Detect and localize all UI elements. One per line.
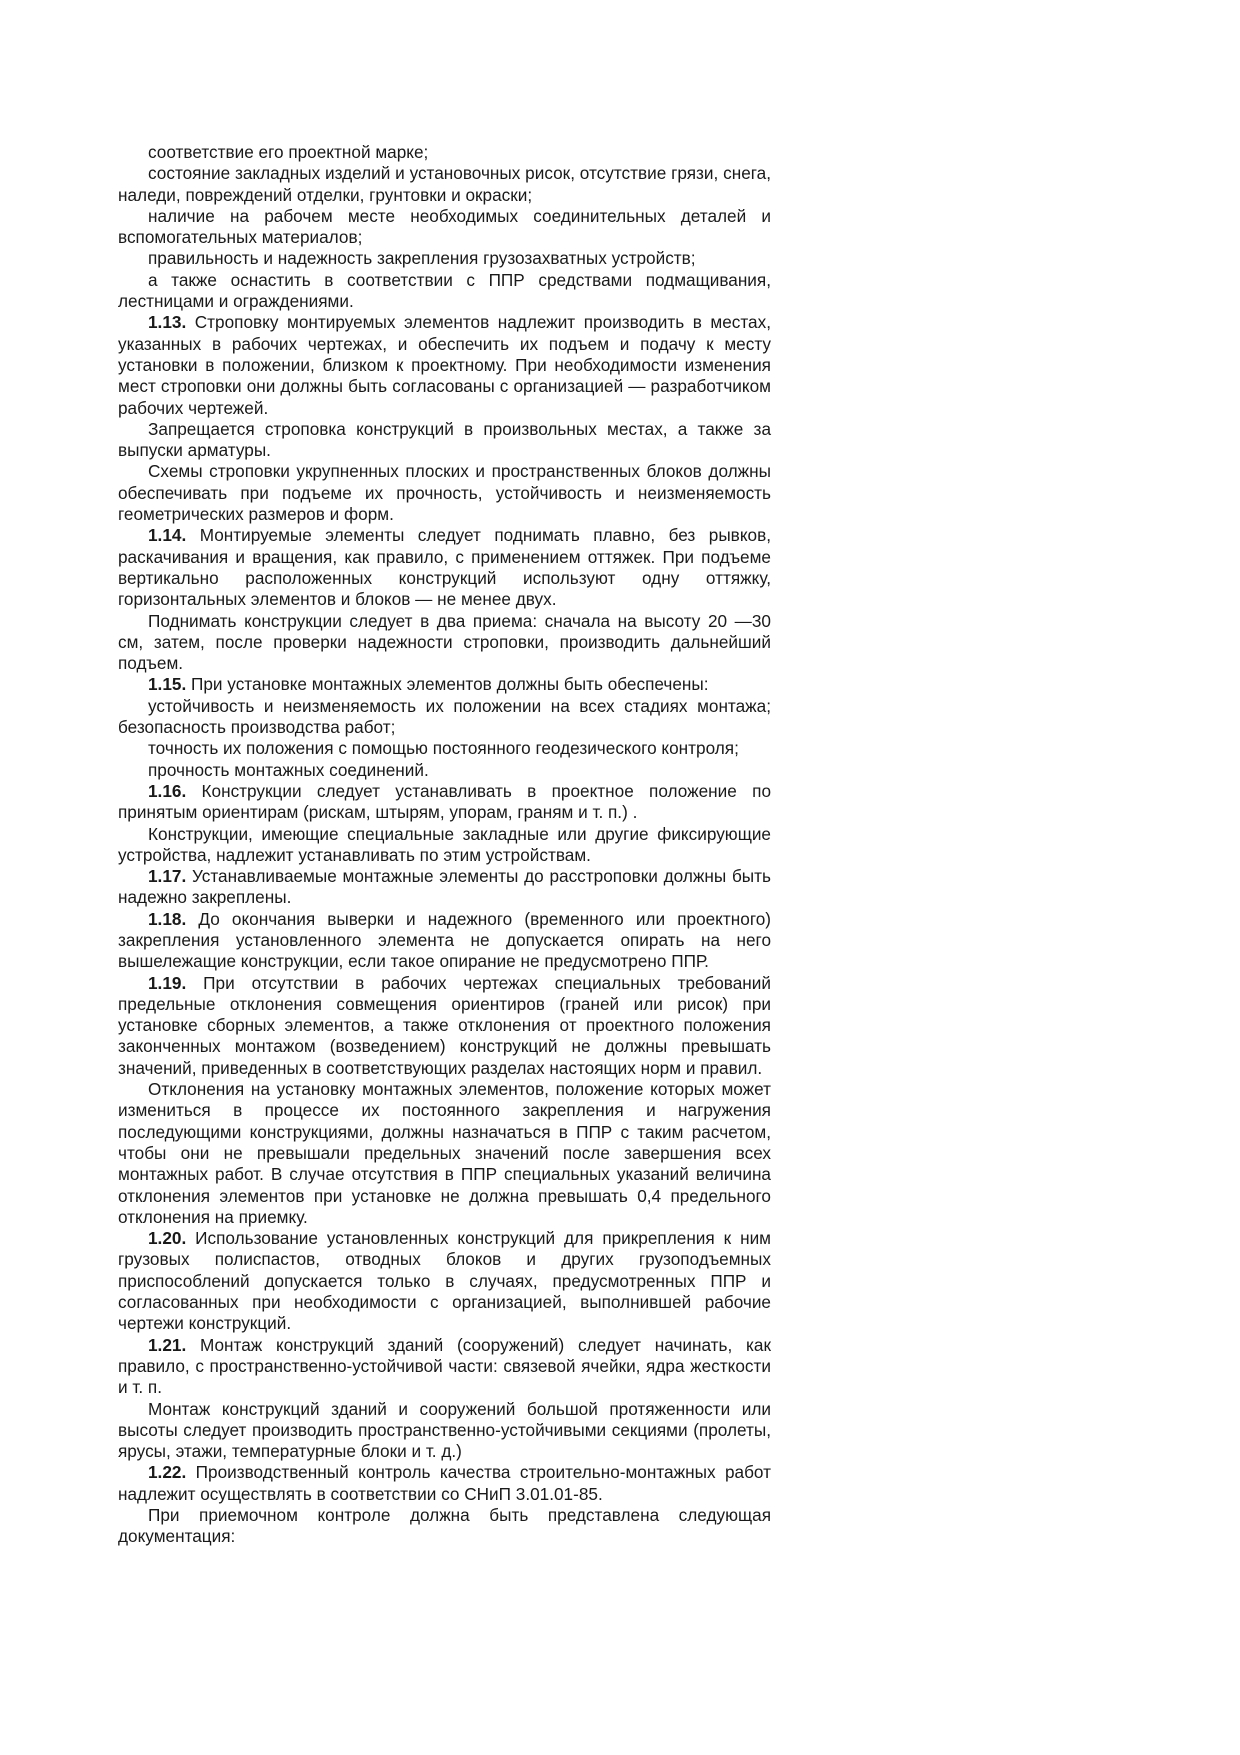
clause-number: 1.22. [148, 1462, 187, 1483]
paragraph [118, 163, 771, 206]
paragraph-text: При установке монтажных элементов должны быть обеспечены: [186, 674, 709, 695]
paragraph-text: точность их положения с помощью постоянного геодезического контроля; [148, 738, 739, 759]
paragraph-text: наличие на рабочем месте необходимых соединительных деталей и вспомогательных материалов; [118, 205, 771, 248]
paragraph [118, 909, 771, 973]
paragraph-text: а также оснастить в соответствии с ППР средствами подмащивания, лестницами и ограждениями. [118, 269, 771, 312]
paragraph [118, 738, 771, 759]
paragraph [118, 696, 771, 739]
document-page [118, 142, 771, 1548]
paragraph [118, 461, 771, 525]
paragraph-text: Конструкции следует устанавливать в проектное положение по принятым ориентирам (рискам, штырям, упорам, граням и т. п.) . [118, 780, 771, 823]
paragraph-text: Производственный контроль качества строительно-монтажных работ надлежит осуществлять в соответствии со СНиП 3.01.01-85. [118, 1462, 771, 1504]
clause-number: 1.14. [148, 525, 187, 546]
paragraph-text: правильность и надежность закрепления грузозахватных устройств; [148, 248, 696, 269]
clause-number: 1.20. [148, 1228, 187, 1249]
paragraph-text: До окончания выверки и надежного (временного или проектного) закрепления установленного элемента не допускается опирать на него вышележащие конструкции, если такое опирание не предусмотрено ППР. [118, 908, 771, 972]
paragraph-text: Схемы строповки укрупненных плоских и пространственных блоков должны обеспечивать при подъеме их прочность, устойчивость и неизменяемость геометрических размеров и форм. [118, 461, 771, 525]
paragraph [118, 674, 771, 695]
paragraph [118, 525, 771, 610]
paragraph [118, 142, 771, 163]
clause-number: 1.17. [148, 866, 187, 887]
paragraph-text: Монтаж конструкций зданий (сооружений) следует начинать, как правило, с пространственно-устойчивой части: связевой ячейки, ядра жесткости и т. п. [118, 1334, 771, 1398]
paragraph-text: При приемочном контроле должна быть представлена следующая документация: [118, 1505, 771, 1547]
clause-number: 1.18. [148, 908, 187, 929]
paragraph [118, 781, 771, 824]
paragraph-text: Отклонения на установку монтажных элементов, положение которых может измениться в процессе их постоянного закрепления и нагружения последующими конструкциями, должны назначаться в ППР с таким расчетом, чтобы они не превышали предельных значений после завершения всех монтажных работ. В случае отсутствия в ППР специальных указаний величина отклонения элементов при установке не должна превышать 0,4 предельного отклонения на приемку. [118, 1079, 771, 1227]
paragraph [118, 1399, 771, 1463]
paragraph [118, 312, 771, 418]
paragraph [118, 866, 771, 909]
paragraph-text: Монтаж конструкций зданий и сооружений большой протяженности или высоты следует производить пространственно-устойчивыми секциями (пролеты, ярусы, этажи, температурные блоки и т. д.) [118, 1398, 771, 1462]
clause-number: 1.13. [148, 312, 187, 333]
paragraph [118, 1079, 771, 1228]
paragraph-text: Запрещается строповка конструкций в произвольных местах, а также за выпуски арматуры. [118, 418, 771, 461]
paragraph-text: Поднимать конструкции следует в два приема: сначала на высоту 20 —30 см, затем, после проверки надежности строповки, производить дальнейший подъем. [118, 610, 771, 674]
paragraph [118, 611, 771, 675]
paragraph [118, 248, 771, 269]
paragraph-text: При отсутствии в рабочих чертежах специальных требований предельные отклонения совмещения ориентиров (граней или рисок) при установке сборных элементов, а также отклонения от проектного положения законченных монтажом (возведением) конструкций не должны превышать значений, приведенных в соответствующих разделах настоящих норм и правил. [118, 972, 771, 1078]
paragraph [118, 419, 771, 462]
paragraph-text: состояние закладных изделий и установочных рисок, отсутствие грязи, снега, наледи, повреждений отделки, грунтовки и окраски; [118, 163, 771, 205]
paragraph-text: соответствие его проектной марке; [148, 142, 429, 162]
paragraph-text: Строповку монтируемых элементов надлежит производить в местах, указанных в рабочих чертежах, и обеспечить их подъем и подачу к месту установки в положении, близком к проектному. При необходимости изменения мест строповки они должны быть согласованы с организацией — разработчиком рабочих чертежей. [118, 312, 771, 418]
paragraph [118, 1335, 771, 1399]
clause-number: 1.19. [148, 972, 187, 993]
paragraph [118, 206, 771, 249]
paragraph-text: Конструкции, имеющие специальные закладные или другие фиксирующие устройства, надлежит устанавливать по этим устройствам. [118, 823, 771, 865]
clause-number: 1.21. [148, 1334, 187, 1355]
paragraph [118, 1462, 771, 1505]
paragraph-text: Устанавливаемые монтажные элементы до расстроповки должны быть надежно закреплены. [118, 866, 771, 908]
paragraph [118, 824, 771, 867]
clause-number: 1.15. [148, 674, 187, 695]
paragraph-text: Монтируемые элементы следует поднимать плавно, без рывков, раскачивания и вращения, как правило, с применением оттяжек. При подъеме вертикально расположенных конструкций используют одну оттяжку, горизонтальных элементов и блоков — не менее двух. [118, 525, 771, 610]
paragraph-text: устойчивость и неизменяемость их положении на всех стадиях монтажа; безопасность производства работ; [118, 695, 771, 738]
paragraph [118, 270, 771, 313]
paragraph [118, 973, 771, 1079]
paragraph-text: Использование установленных конструкций для прикрепления к ним грузовых полиспастов, отводных блоков и других грузоподъемных приспособлений допускается только в случаях, предусмотренных ППР и согласованных при необходимости с организацией, выполнившей рабочие чертежи конструкций. [118, 1228, 771, 1334]
paragraph-text: прочность монтажных соединений. [148, 759, 429, 780]
paragraph [118, 1505, 771, 1548]
paragraph [118, 760, 771, 781]
paragraph [118, 1228, 771, 1334]
clause-number: 1.16. [148, 780, 187, 801]
